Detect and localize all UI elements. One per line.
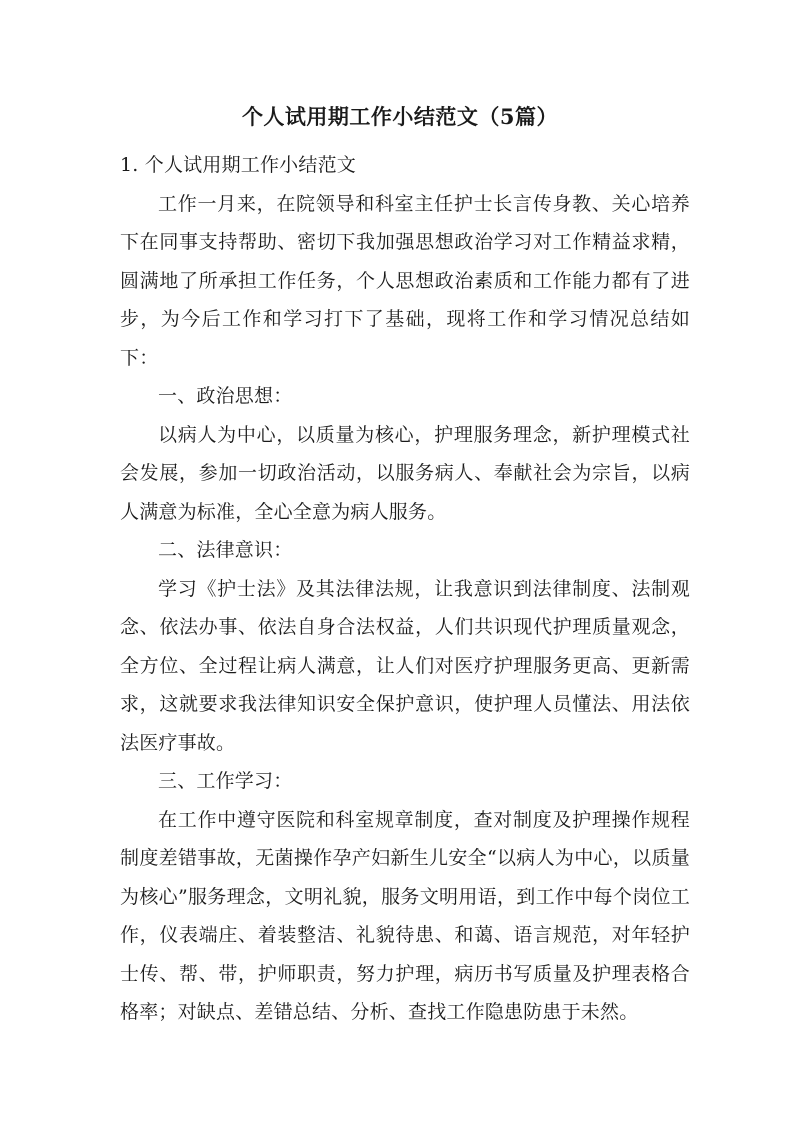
document-body xyxy=(120,146,690,1032)
politics-paragraph: 以病人为中心，以质量为核心，护理服务理念，新护理模式社会发展，参加一切政治活动，以服务病人、奉献社会为宗旨，以病人满意为标准，全心全意为病人服务。 xyxy=(120,423,690,523)
section-heading-law: 二、法律意识： xyxy=(158,539,293,561)
section-heading-politics: 一、政治思想： xyxy=(158,385,293,407)
document-title: 个人试用期工作小结范文（5篇） xyxy=(241,104,559,129)
intro-paragraph: 工作一月来，在院领导和科室主任护士长言传身教、关心培养下在同事支持帮助、密切下我加强思想政治学习对工作精益求精，圆满地了所承担工作任务，个人思想政治素质和工作能力都有了进步，为今后工作和学习打下了基础，现将工作和学习情况总结如下： xyxy=(120,192,690,369)
work-study-paragraph: 在工作中遵守医院和科室规章制度，查对制度及护理操作规程制度差错事故，无菌操作孕产妇新生儿安全“以病人为中心，以质量为核心”服务理念，文明礼貌，服务文明用语，到工作中每个岗位工作，仪表端庄、着装整洁、礼貌待患、和蔼、语言规范，对年轻护士传、帮、带，护师职责，努力护理，病历书写质量及护理表格合格率；对缺点、差错总结、分析、查找工作隐患防患于未然。 xyxy=(120,808,690,1023)
section-subtitle: 1. 个人试用期工作小结范文 xyxy=(120,154,356,176)
section-heading-work-study: 三、工作学习： xyxy=(158,770,293,792)
law-paragraph: 学习《护士法》及其法律法规，让我意识到法律制度、法制观念、依法办事、依法自身合法权益，人们共识现代护理质量观念，全方位、全过程让病人满意，让人们对医疗护理服务更高、更新需求，这就要求我法律知识安全保护意识，使护理人员懂法、用法依法医疗事故。 xyxy=(120,577,690,754)
